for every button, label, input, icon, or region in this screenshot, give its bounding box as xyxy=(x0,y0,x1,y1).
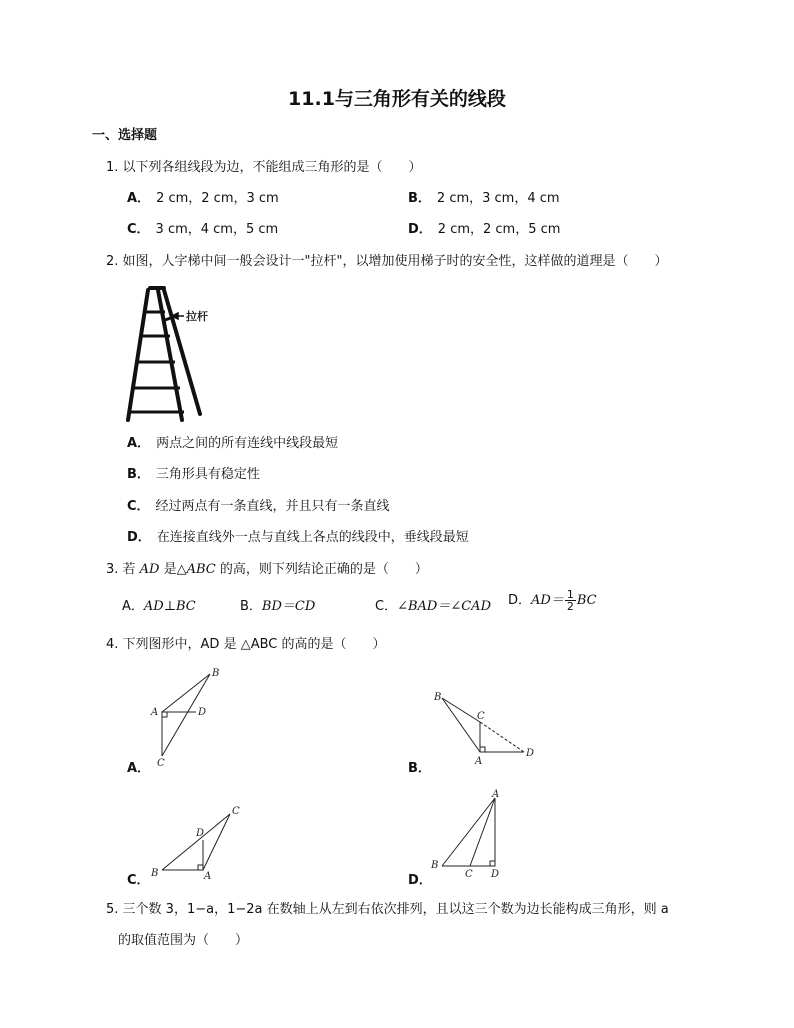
q4-option-a[interactable]: A． xyxy=(127,761,151,776)
label-d: D xyxy=(198,707,207,718)
q4-option-b[interactable]: B． xyxy=(408,761,431,776)
question-5-stem-line2: 的取值范围为（ ） xyxy=(118,933,249,948)
section-heading: 一、选择题 xyxy=(92,128,158,143)
label-c: C xyxy=(477,711,485,722)
label-a: A xyxy=(151,707,159,718)
label-d: D xyxy=(526,748,535,759)
q4-option-d[interactable]: D． xyxy=(408,873,432,888)
q2-option-c[interactable]: C． 经过两点有一条直线，并且只有一条直线 xyxy=(127,499,390,514)
q4-figure-d xyxy=(428,788,518,880)
label-d: D xyxy=(491,869,500,880)
q3-option-d[interactable]: D．AD＝ $\frac{1}{2}$ BC xyxy=(508,588,597,613)
q3-option-c[interactable]: C．∠BAD＝∠CAD xyxy=(375,599,491,614)
q2-option-a[interactable]: A． 两点之间的所有连线中线段最短 xyxy=(127,436,339,451)
q4-figure-c xyxy=(146,800,246,880)
q4-figure-a xyxy=(148,664,228,768)
label-b: B xyxy=(434,692,442,703)
q3-option-b[interactable]: B．BD＝CD xyxy=(240,599,316,614)
label-a: A xyxy=(204,871,212,880)
ladder-figure xyxy=(120,284,230,426)
label-d: D xyxy=(196,828,205,839)
q3-option-a[interactable]: A．AD⊥BC xyxy=(122,599,196,614)
label-b: B xyxy=(431,860,439,871)
label-a: A xyxy=(492,789,500,800)
ladder-bar-label: 拉杆 xyxy=(186,310,208,323)
q4-option-c[interactable]: C． xyxy=(127,873,150,888)
label-c: C xyxy=(157,758,165,768)
q1-option-c[interactable]: C． 3 cm，4 cm，5 cm xyxy=(127,222,279,237)
q4-figure-b xyxy=(430,688,544,768)
label-c: C xyxy=(465,869,473,880)
q1-option-a[interactable]: A． 2 cm，2 cm，3 cm xyxy=(127,191,279,206)
page-title: 11.1与三角形有关的线段 xyxy=(288,88,506,110)
q1-option-b[interactable]: B． 2 cm，3 cm，4 cm xyxy=(408,191,560,206)
question-2-stem: 2. 如图，人字梯中间一般会设计一"拉杆"，以增加使用梯子时的安全性，这样做的道理是（ ） xyxy=(106,254,668,269)
q2-option-b[interactable]: B． 三角形具有稳定性 xyxy=(127,467,260,482)
label-b: B xyxy=(151,868,159,879)
q1-option-d[interactable]: D． 2 cm，2 cm，5 cm xyxy=(408,222,561,237)
fraction-one-half: $\frac{1}{2}$ xyxy=(566,588,574,613)
q2-option-d[interactable]: D． 在连接直线外一点与直线上各点的线段中，垂线段最短 xyxy=(127,530,469,545)
question-4-stem: 4. 下列图形中，AD 是 △ABC 的高的是（ ） xyxy=(106,637,386,652)
label-a: A xyxy=(475,756,483,767)
question-1-stem: 1. 以下列各组线段为边，不能组成三角形的是（ ） xyxy=(106,160,422,175)
label-b: B xyxy=(212,668,220,679)
label-c: C xyxy=(232,806,240,817)
question-3-stem: 3. 若 AD 是△ABC 的高，则下列结论正确的是（ ） xyxy=(106,562,428,577)
question-5-stem-line1: 5. 三个数 3，1−a，1−2a 在数轴上从左到右依次排列，且以这三个数为边长能构成三角形，则 a xyxy=(106,902,669,917)
